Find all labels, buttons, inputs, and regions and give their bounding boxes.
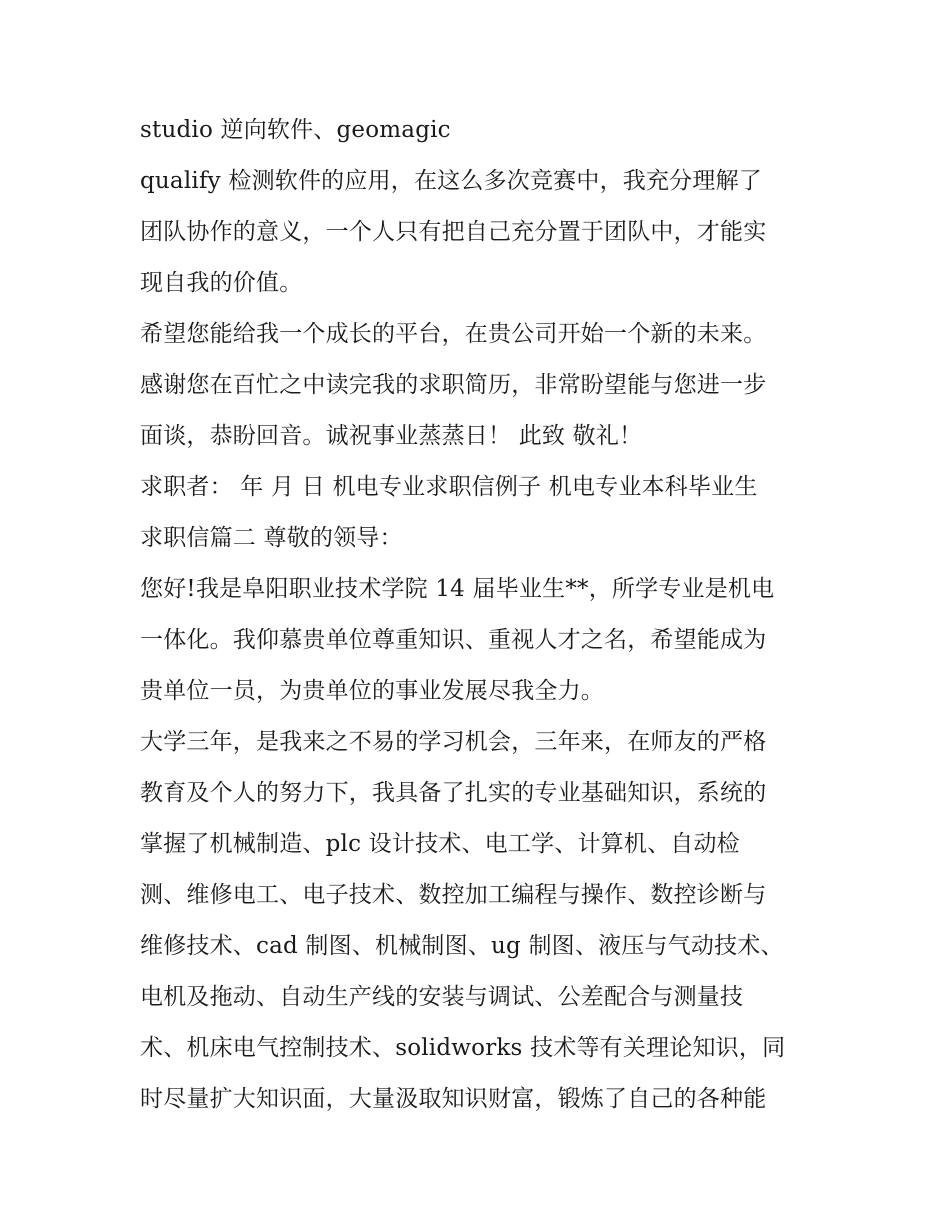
text-line: 感谢您在百忙之中读完我的求职简历，非常盼望能与您进一步 <box>140 372 767 398</box>
document-body <box>140 105 830 1125</box>
text-line: 时尽量扩大知识面，大量汲取知识财富，锻炼了自己的各种能 <box>140 1086 767 1112</box>
text-line: 一体化。我仰慕贵单位尊重知识、重视人才之名，希望能成为 <box>140 627 767 653</box>
text-line: 希望您能给我一个成长的平台，在贵公司开始一个新的未来。 <box>140 321 767 347</box>
text-line: 求职信篇二 尊敬的领导： <box>140 525 403 551</box>
text-line: 求职者： 年 月 日 机电专业求职信例子 机电专业本科毕业生 <box>140 474 758 500</box>
text-line: 面谈，恭盼回音。诚祝事业蒸蒸日！ 此致 敬礼！ <box>140 423 643 449</box>
text-line: 电机及拖动、自动生产线的安装与调试、公差配合与测量技 <box>140 984 744 1010</box>
text-line: 大学三年，是我来之不易的学习机会，三年来，在师友的严格 <box>140 729 767 755</box>
text-line: 现自我的价值。 <box>140 270 303 296</box>
text-line: 您好!我是阜阳职业技术学院 14 届毕业生**，所学专业是机电 <box>140 576 775 602</box>
text-line: 测、维修电工、电子技术、数控加工编程与操作、数控诊断与 <box>140 882 767 908</box>
text-line: 团队协作的意义，一个人只有把自己充分置于团队中，才能实 <box>140 219 767 245</box>
text-line: studio 逆向软件、geomagic <box>140 117 451 143</box>
text-line: 维修技术、cad 制图、机械制图、ug 制图、液压与气动技术、 <box>140 933 784 959</box>
text-line: 掌握了机械制造、plc 设计技术、电工学、计算机、自动检 <box>140 831 740 857</box>
text-line: qualify 检测软件的应用，在这么多次竞赛中，我充分理解了 <box>140 168 762 194</box>
text-line: 贵单位一员，为贵单位的事业发展尽我全力。 <box>140 678 604 704</box>
text-line: 术、机床电气控制技术、solidworks 技术等有关理论知识，同 <box>140 1035 786 1061</box>
text-line: 教育及个人的努力下，我具备了扎实的专业基础知识，系统的 <box>140 780 767 806</box>
